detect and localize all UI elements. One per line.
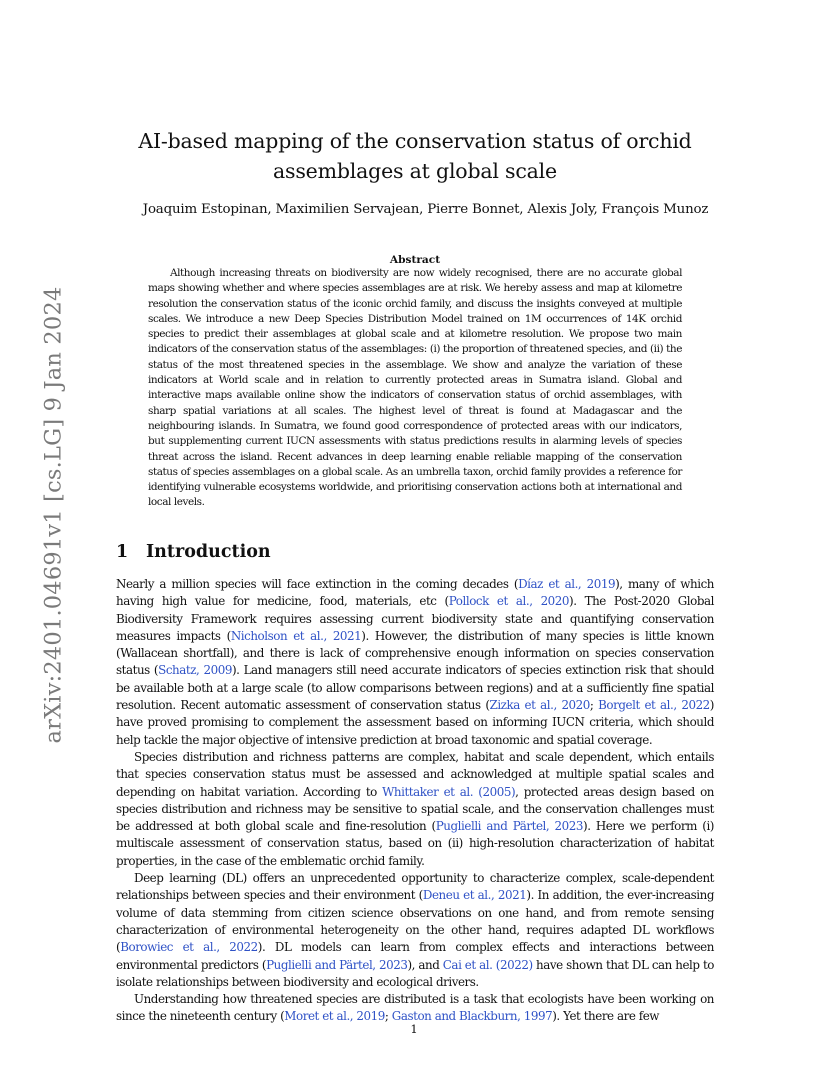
section-heading [116,542,516,562]
section-number: 1 [116,542,129,562]
citation-link[interactable]: Nicholson et al., 2021 [230,628,362,643]
citation-link[interactable]: Borgelt et al., 2022 [598,698,710,713]
citation-link[interactable]: Deneu et al., 2021 [422,888,527,903]
citation-link[interactable]: Borowiec et al., 2022 [120,940,258,955]
page-number: 1 [410,1022,418,1036]
citation-link[interactable]: Zizka et al., 2020 [489,698,590,713]
paragraph: Understanding how threatened species are distributed is a task that ecologists have been working on since the nineteenth century (Moret et al., 2019; Gaston and Blackburn, 1997). Yet there are few [116,992,714,1024]
abstract-text: Although increasing threats on biodiversity are now widely recognised, there are no accurate global maps showing whether and where species assemblages are at risk. We hereby assess and map at kilometre resolution the conservation status of the iconic orchid family, and discuss the insights conveyed at multiple scales. We introduce a new Deep Species Distribution Model trained on 1M occurrences of 14K orchid species to predict their assemblages at global scale and at kilometre resolution. We propose two main indicators of the conservation status of the assemblages: (i) the proportion of threatened species, and (ii) the status of the most threatened species in the assemblage. We show and analyze the variation of these indicators at World scale and in relation to currently protected areas in Sumatra island. Global and interactive maps available online show the indicators of conservation status of orchid assemblages, with sharp spatial variations at all scales. The highest level of threat is found at Madagascar and the neighbouring islands. In Sumatra, we found good correspondence of protected areas with our indicators, but supplementing current IUCN assessments with status predictions results in alarming levels of species threat across the island. Recent advances in deep learning enable reliable mapping of the conservation status of species assemblages on a global scale. As an umbrella taxon, orchid family provides a reference for identifying vulnerable ecosystems worldwide, and prioritising conservation actions both at international and local levels. [148,267,682,509]
citation-link[interactable]: Pollock et al., 2020 [448,594,570,609]
paper-title [130,126,700,186]
citation-link[interactable]: Whittaker et al. (2005) [382,784,516,799]
citation-link[interactable]: Moret et al., 2019 [284,1009,385,1024]
arxiv-identifier: arXiv:2401.04691v1 [cs.LG] 9 Jan 2024 [40,286,67,744]
paragraph: Nearly a million species will face extinction in the coming decades (Díaz et al., 2019), many of which having high value for medicine, food, materials, etc (Pollock et al., 2020). The Post-2020 Global Biodiversity Framework requires assessing current biodiversity state and quantifying conservation measures impacts (Nicholson et al., 2021). However, the distribution of many species is little known (Wallacean shortfall), and there is lack of comprehensive enough information on species conservation status (Schatz, 2009). Land managers still need accurate indicators of species extinction risk that should be available both at a large scale (to allow comparisons between regions) and at a sufficiently fine spatial resolution. Recent automatic assessment of conservation status (Zizka et al., 2020; Borgelt et al., 2022) have proved promising to complement the assessment based on informing IUCN criteria, which should help tackle the major objective of intensive prediction at broad taxonomic and spatial coverage. [116,577,714,747]
paragraph: Species distribution and richness patterns are complex, habitat and scale dependent, which entails that species conservation status must be assessed and acknowledged at multiple spatial scales and depending on habitat variation. According to Whittaker et al. (2005), protected areas design based on species distribution and richness may be sensitive to spatial scale, and the conservation challenges must be addressed at both global scale and fine-resolution (Puglielli and Pärtel, 2023). Here we perform (i) multiscale assessment of conservation status, based on (ii) high-resolution characterization of habitat properties, in the case of the emblematic orchid family. [116,749,714,868]
abstract-heading: Abstract [389,254,441,266]
citation-link[interactable]: Puglielli and Pärtel, 2023 [266,957,408,972]
author-list: Joaquim Estopinan, Maximilien Servajean, Pierre Bonnet, Alexis Joly, François Munoz [142,202,709,217]
arxiv-sidebar-stamp [38,280,68,750]
introduction-body [116,576,714,1026]
title-line-1: AI-based mapping of the conservation status of orchid [138,129,692,153]
citation-link[interactable]: Schatz, 2009 [158,663,232,678]
citation-link[interactable]: Díaz et al., 2019 [518,577,616,591]
section-title: Introduction [146,542,271,562]
paragraph: Deep learning (DL) offers an unprecedented opportunity to characterize complex, scale-dependent relationships between species and their environment (Deneu et al., 2021). In addition, the ever-increasing volume of data stemming from citizen science observations on one hand, and from remote sensing characterization of environmental heterogeneity on the other hand, requires adapted DL workflows (Borowiec et al., 2022). DL models can learn from complex effects and interactions between environmental predictors (Puglielli and Pärtel, 2023), and Cai et al. (2022) have shown that DL can help to isolate relationships between biodiversity and ecological drivers. [116,871,714,989]
citation-link[interactable]: Cai et al. (2022) [442,957,533,972]
title-line-2: assemblages at global scale [273,159,557,183]
citation-link[interactable]: Gaston and Blackburn, 1997 [391,1009,553,1024]
citation-link[interactable]: Puglielli and Pärtel, 2023 [435,819,584,834]
